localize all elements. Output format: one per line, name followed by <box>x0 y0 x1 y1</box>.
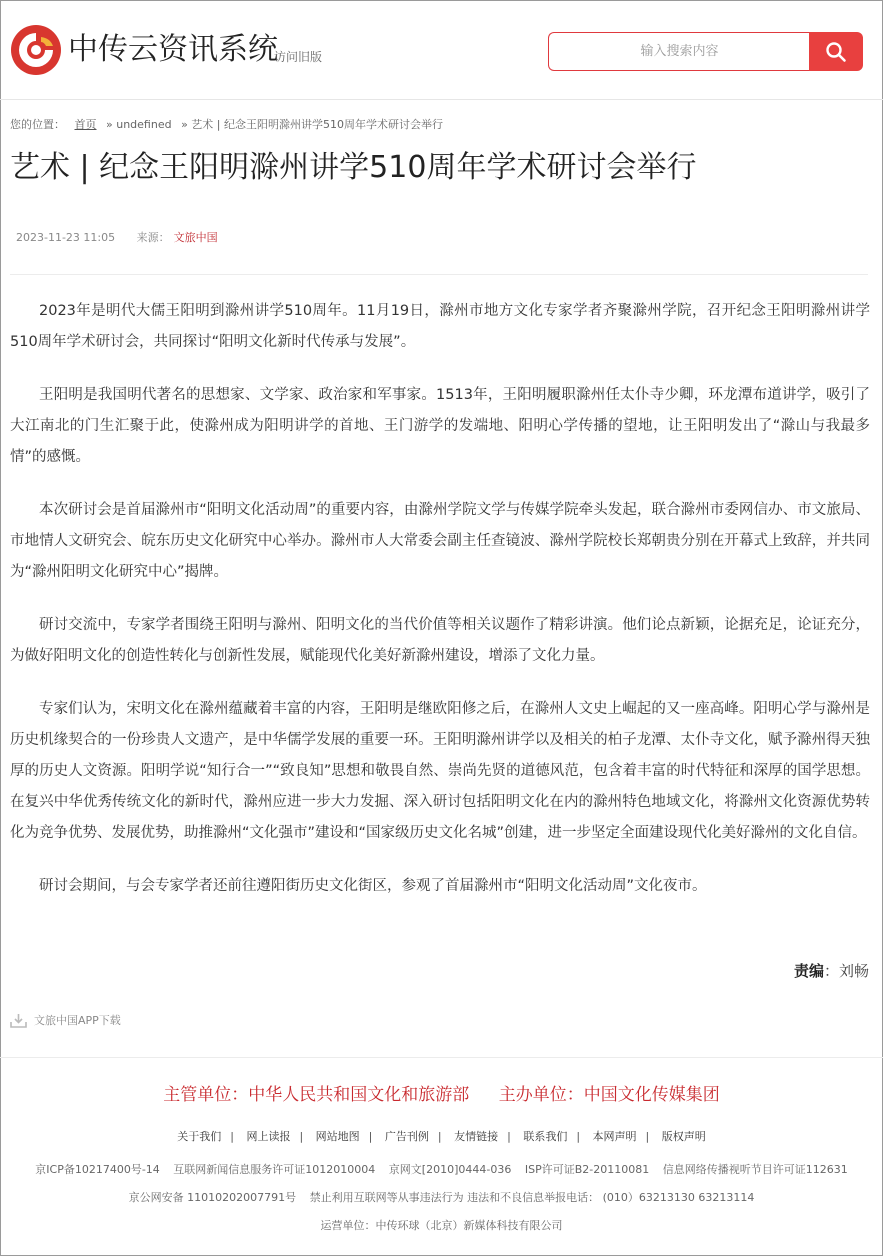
app-download-link[interactable] <box>10 1012 121 1028</box>
operator-line: 运营单位：中传环球（北京）新媒体科技有限公司 <box>320 1219 563 1232</box>
search-icon <box>825 41 847 63</box>
article-paragraph: 研讨交流中，专家学者围绕王阳明与滁州、阳明文化的当代价值等相关议题作了精彩讲演。他们论点新颖，论据充足，论证充分，为做好阳明文化的创造性转化与创新性发展，赋能现代化美好新滁州建设，增添了文化力量。 <box>10 617 870 664</box>
license-line <box>0 1161 883 1177</box>
download-icon <box>10 1013 27 1028</box>
sponsor-supervisor: 主管单位：中华人民共和国文化和旅游部 <box>163 1085 470 1105</box>
old-version-link[interactable]: 访问旧版 <box>274 50 323 64</box>
app-download-label: 文旅中国APP下载 <box>34 1014 121 1027</box>
footer-link-epaper[interactable]: 网上读报 <box>246 1130 291 1143</box>
article-paragraph: 本次研讨会是首届滁州市“阳明文化活动周”的重要内容，由滁州学院文学与传媒学院牵头发起，联合滁州市委网信办、市文旅局、市地情人文研究会、皖东历史文化研究中心举办。滁州市人大常委会副主任查镜波、滁州学院校长郑朝贵分别在开幕式上致辞，并共同为“滁州阳明文化研究中心”揭牌。 <box>10 502 870 580</box>
article-meta <box>16 229 218 245</box>
license-av: 信息网络传播视听节目许可证112631 <box>662 1163 848 1176</box>
source-label: 来源： <box>136 231 170 244</box>
editor-label: 责编 <box>793 962 824 980</box>
search-button[interactable] <box>809 32 863 71</box>
security-line <box>0 1189 883 1205</box>
breadcrumb <box>10 116 449 132</box>
footer-links: 关于我们 | 网上读报 | 网站地图 | 广告刊例 | 友情链接 | 联系我们 | 本网声明 | 版权声明 <box>177 1130 706 1143</box>
editor-name: ：刘畅 <box>823 962 869 980</box>
police-record[interactable]: 京公网安备 11010202007791号 <box>128 1191 297 1204</box>
footer-link-statement[interactable]: 本网声明 <box>592 1130 637 1143</box>
sponsor-organizer: 主办单位：中国文化传媒集团 <box>498 1085 720 1105</box>
title-divider <box>10 274 868 275</box>
article-paragraph: 王阳明是我国明代著名的思想家、文学家、政治家和军事家。1513年，王阳明履职滁州任太仆寺少卿，环龙潭布道讲学，吸引了大江南北的门生汇聚于此，使滁州成为阳明讲学的首地、王门游学的发端地、阳明心学传播的望地，让王阳明发出了“滁山与我最多情”的感慨。 <box>10 387 870 465</box>
license-news: 互联网新闻信息服务许可证1012010004 <box>173 1163 376 1176</box>
footer-link-about[interactable]: 关于我们 <box>177 1130 222 1143</box>
footer-link-contact[interactable]: 联系我们 <box>523 1130 568 1143</box>
article-date: 2023-11-23 11:05 <box>16 231 116 244</box>
article-title: 艺术 | 纪念王阳明滁州讲学510周年学术研讨会举行 <box>10 150 697 185</box>
license-isp: ISP许可证B2-20110081 <box>524 1163 650 1176</box>
breadcrumb-current: » 艺术 | 纪念王阳明滁州讲学510周年学术研讨会举行 <box>181 118 443 131</box>
site-header <box>0 0 883 100</box>
breadcrumb-section[interactable]: » undefined <box>106 118 172 131</box>
license-icp[interactable]: 京ICP备10217400号-14 <box>35 1163 160 1176</box>
article-body <box>10 296 870 924</box>
search-input[interactable] <box>549 33 810 70</box>
footer-link-ads[interactable]: 广告刊例 <box>384 1130 429 1143</box>
breadcrumb-home-link[interactable]: 首页 <box>74 118 97 131</box>
sponsor-line <box>0 1080 883 1105</box>
footer-link-copyright[interactable]: 版权声明 <box>661 1130 706 1143</box>
editor-credit <box>794 960 869 981</box>
site-name[interactable]: 中传云资讯系统 <box>68 32 278 67</box>
article-paragraph: 专家们认为，宋明文化在滁州蕴藏着丰富的内容，王阳明是继欧阳修之后，在滁州人文史上崛起的又一座高峰。阳明心学与滁州是历史机缘契合的一份珍贵人文遗产，是中华儒学发展的重要一环。王阳明滁州讲学以及相关的柏子龙潭、太仆寺文化，赋予滁州得天独厚的历史人文资源。阳明学说“知行合一”“致良知”思想和敬畏自然、崇尚先贤的道德风范，包含着丰富的时代特征和深厚的国学思想。在复兴中华优秀传统文化的新时代，滁州应进一步大力发掘、深入研讨包括阳明文化在内的滁州特色地域文化，将滁州文化资源优势转化为竞争优势、发展优势，助推滁州“文化强市”建设和“国家级历史文化名城”创建，进一步坚定全面建设现代化美好滁州的文化自信。 <box>10 701 870 841</box>
license-culture: 京网文[2010]0444-036 <box>388 1163 512 1176</box>
source-link[interactable]: 文旅中国 <box>173 231 218 244</box>
footer-link-friends[interactable]: 友情链接 <box>454 1130 499 1143</box>
footer-link-sitemap[interactable]: 网站地图 <box>315 1130 360 1143</box>
search-box <box>548 32 810 71</box>
logo-icon[interactable] <box>10 24 62 76</box>
article-paragraph: 研讨会期间，与会专家学者还前往遵阳街历史文化街区，参观了首届滁州市“阳明文化活动周”文化夜市。 <box>39 878 707 894</box>
article-paragraph: 2023年是明代大儒王阳明到滁州讲学510周年。11月19日，滁州市地方文化专家学者齐聚滁州学院，召开纪念王阳明滁州讲学510周年学术研讨会，共同探讨“阳明文化新时代传承与发展”。 <box>10 303 870 350</box>
footer-divider <box>0 1057 883 1058</box>
breadcrumb-prefix: 您的位置： <box>10 118 65 131</box>
report-hotline: 禁止利用互联网等从事违法行为 违法和不良信息举报电话： (010）63213130 63213114 <box>309 1191 755 1204</box>
